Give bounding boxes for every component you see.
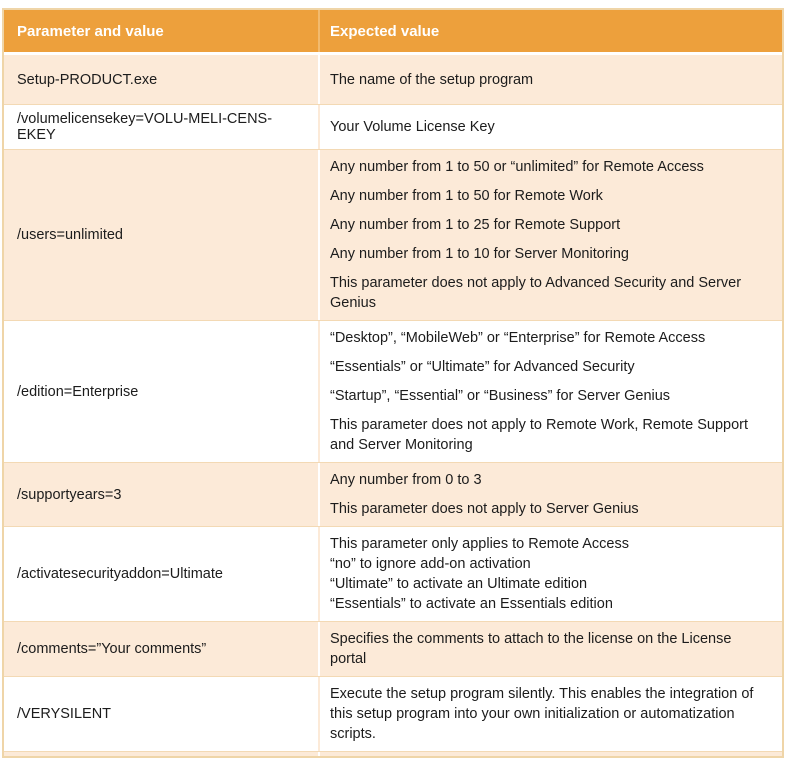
- parameter-cell: /activatesecurityaddon=Ultimate: [4, 527, 320, 621]
- expected-value-line: Your Volume License Key: [330, 119, 495, 135]
- expected-value-line: Specifies the comments to attach to the license on the License portal: [330, 631, 732, 667]
- expected-value-cell: [320, 150, 782, 320]
- expected-value-cell: [320, 622, 782, 676]
- table-bottom-strip: [4, 751, 782, 756]
- table-row: [4, 621, 782, 676]
- parameter-cell: /comments=”Your comments”: [4, 622, 320, 676]
- expected-value-cell: [320, 677, 782, 751]
- expected-value-cell: [320, 527, 782, 621]
- table-row: [4, 462, 782, 526]
- parameters-table: [2, 8, 784, 758]
- expected-value-cell: [320, 463, 782, 526]
- expected-value-cell: [320, 55, 782, 104]
- parameter-cell: /volumelicensekey=VOLU-MELI-CENS-EKEY: [4, 105, 320, 149]
- expected-value-line: Any number from 1 to 25 for Remote Support: [330, 217, 621, 233]
- parameter-cell: Setup-PRODUCT.exe: [4, 55, 320, 104]
- expected-value-line: Any number from 0 to 3: [330, 472, 482, 488]
- table-row: [4, 55, 782, 104]
- expected-value-cell: [320, 321, 782, 462]
- expected-value-line: “Desktop”, “MobileWeb” or “Enterprise” for Remote Access: [330, 330, 706, 346]
- expected-value-line: This parameter only applies to Remote Access: [330, 536, 629, 552]
- parameter-cell: /supportyears=3: [4, 463, 320, 526]
- table-bottom-strip-cell: [4, 752, 320, 756]
- expected-value-line: This parameter does not apply to Server Genius: [330, 501, 639, 517]
- table-row: [4, 104, 782, 149]
- table-header-row: [4, 10, 782, 55]
- table-body: [4, 55, 782, 751]
- expected-value-line: Execute the setup program silently. This enables the integration of this setup program into your own initialization or automatization scripts.: [330, 686, 754, 742]
- expected-value-line: “Essentials” to activate an Essentials edition: [330, 596, 613, 612]
- expected-value-line: This parameter does not apply to Remote Work, Remote Support and Server Monitoring: [330, 417, 749, 453]
- parameter-cell: /edition=Enterprise: [4, 321, 320, 462]
- table-row: [4, 676, 782, 751]
- expected-value-line: “Startup”, “Essential” or “Business” for Server Genius: [330, 388, 671, 404]
- expected-value-line: Any number from 1 to 50 or “unlimited” for Remote Access: [330, 159, 704, 175]
- parameter-cell: /VERYSILENT: [4, 677, 320, 751]
- table-row: [4, 320, 782, 462]
- expected-value-line: This parameter does not apply to Advanced Security and Server Genius: [330, 275, 742, 311]
- table-row: [4, 526, 782, 621]
- expected-value-line: Any number from 1 to 10 for Server Monitoring: [330, 246, 629, 262]
- table-row: [4, 149, 782, 320]
- column-header-expected: Expected value: [330, 22, 440, 40]
- expected-value-line: “Essentials” or “Ultimate” for Advanced Security: [330, 359, 635, 375]
- parameter-cell: /users=unlimited: [4, 150, 320, 320]
- column-header-parameter: Parameter and value: [4, 10, 320, 52]
- expected-value-line: “no” to ignore add-on activation: [330, 556, 531, 572]
- expected-value-line: “Ultimate” to activate an Ultimate edition: [330, 576, 588, 592]
- expected-value-line: Any number from 1 to 50 for Remote Work: [330, 188, 603, 204]
- expected-value-cell: [320, 105, 782, 149]
- expected-value-line: The name of the setup program: [330, 71, 534, 88]
